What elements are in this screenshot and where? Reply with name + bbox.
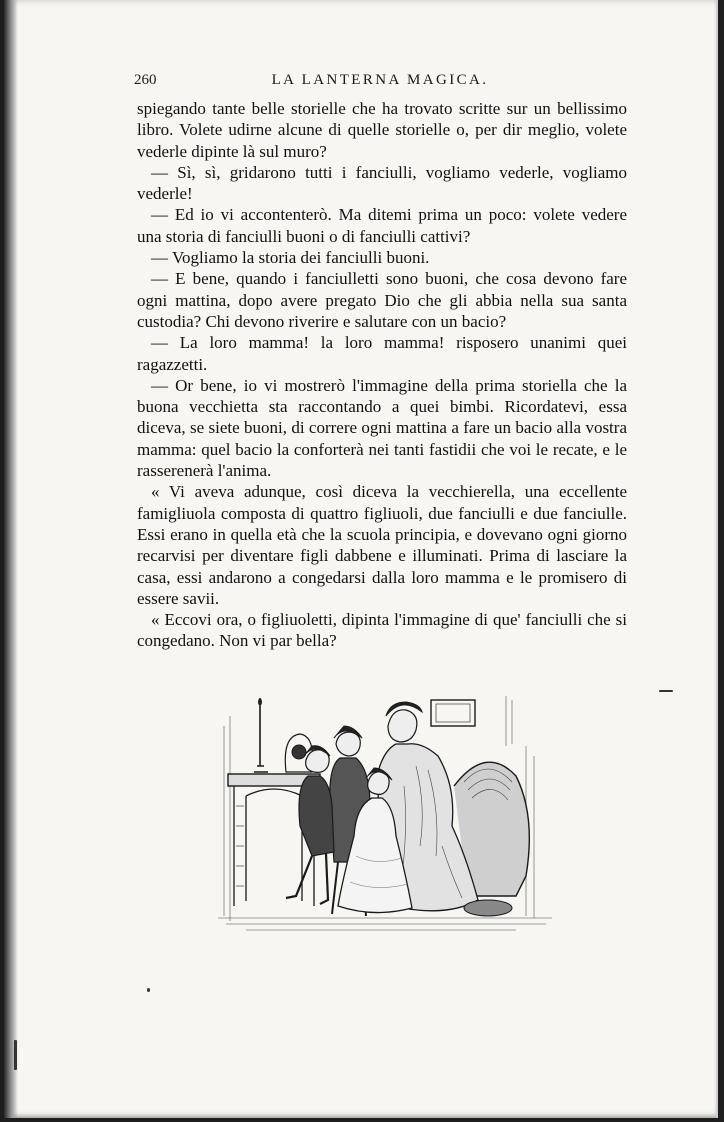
page-gutter-shadow: [4, 0, 18, 1118]
paragraph: — Ed io vi accontenterò. Ma ditemi prima un poco: volete vedere una storia di fanciulli buoni o di fanciulli cattivi?: [137, 205, 627, 246]
body-text: [137, 98, 627, 652]
running-title: LA LANTERNA MAGICA.: [271, 72, 489, 88]
paragraph: « Eccovi ora, o figliuoletti, dipinta l'immagine di que' fanciulli che si congedano. Non vi par bella?: [137, 610, 627, 651]
running-header: [134, 72, 626, 94]
paragraph: spiegando tante belle storielle che ha trovato scritte sur un bellissimo libro. Volete udirne alcune di quelle storielle o, per dir meglio, volete vederle dipinte là sul muro?: [137, 99, 627, 161]
paragraph: — Vogliamo la storia dei fanciulli buoni.: [151, 248, 430, 268]
paragraph: — Sì, sì, gridarono tutti i fanciulli, vogliamo vederle, vogliamo vederle!: [137, 162, 627, 204]
paragraph: — Or bene, io vi mostrerò l'immagine della prima storiella che la buona vecchietta sta raccontando a quei bimbi. Ricordatevi, essa diceva, se siete buoni, di correre ogni mattina a fare un bacio alla vostra mamma: quel bacio la conforterà nei tanti fastidii che voi le recate, e le rasserenerà l'anima.: [137, 375, 627, 481]
paragraph: — La loro mamma! la loro mamma! risposero unanimi quei ragazzetti.: [137, 333, 627, 374]
paragraph: « Vi aveva adunque, così diceva la vecchierella, una eccellente famigliuola composta di quattro figliuoli, due fanciulli e due fanciulle. Essi erano in quella età che la scuola principia, e dovevano ogni giorno recarvisi per diventare figli dabbene e illuminati. Prima di lasciare la casa, essi andarono a congedarsi dalla loro mamma e le promisero di essere savii.: [137, 482, 627, 608]
book-page: [4, 0, 718, 1118]
page-number: 260: [134, 72, 157, 88]
engraving-illustration: [216, 686, 554, 936]
paragraph: — E bene, quando i fanciulletti sono buoni, che cosa devono fare ogni mattina, dopo avere pregato Dio che gli abbia nella sua santa custodia? Chi devono riverire e salutare con un bacio?: [137, 269, 627, 331]
